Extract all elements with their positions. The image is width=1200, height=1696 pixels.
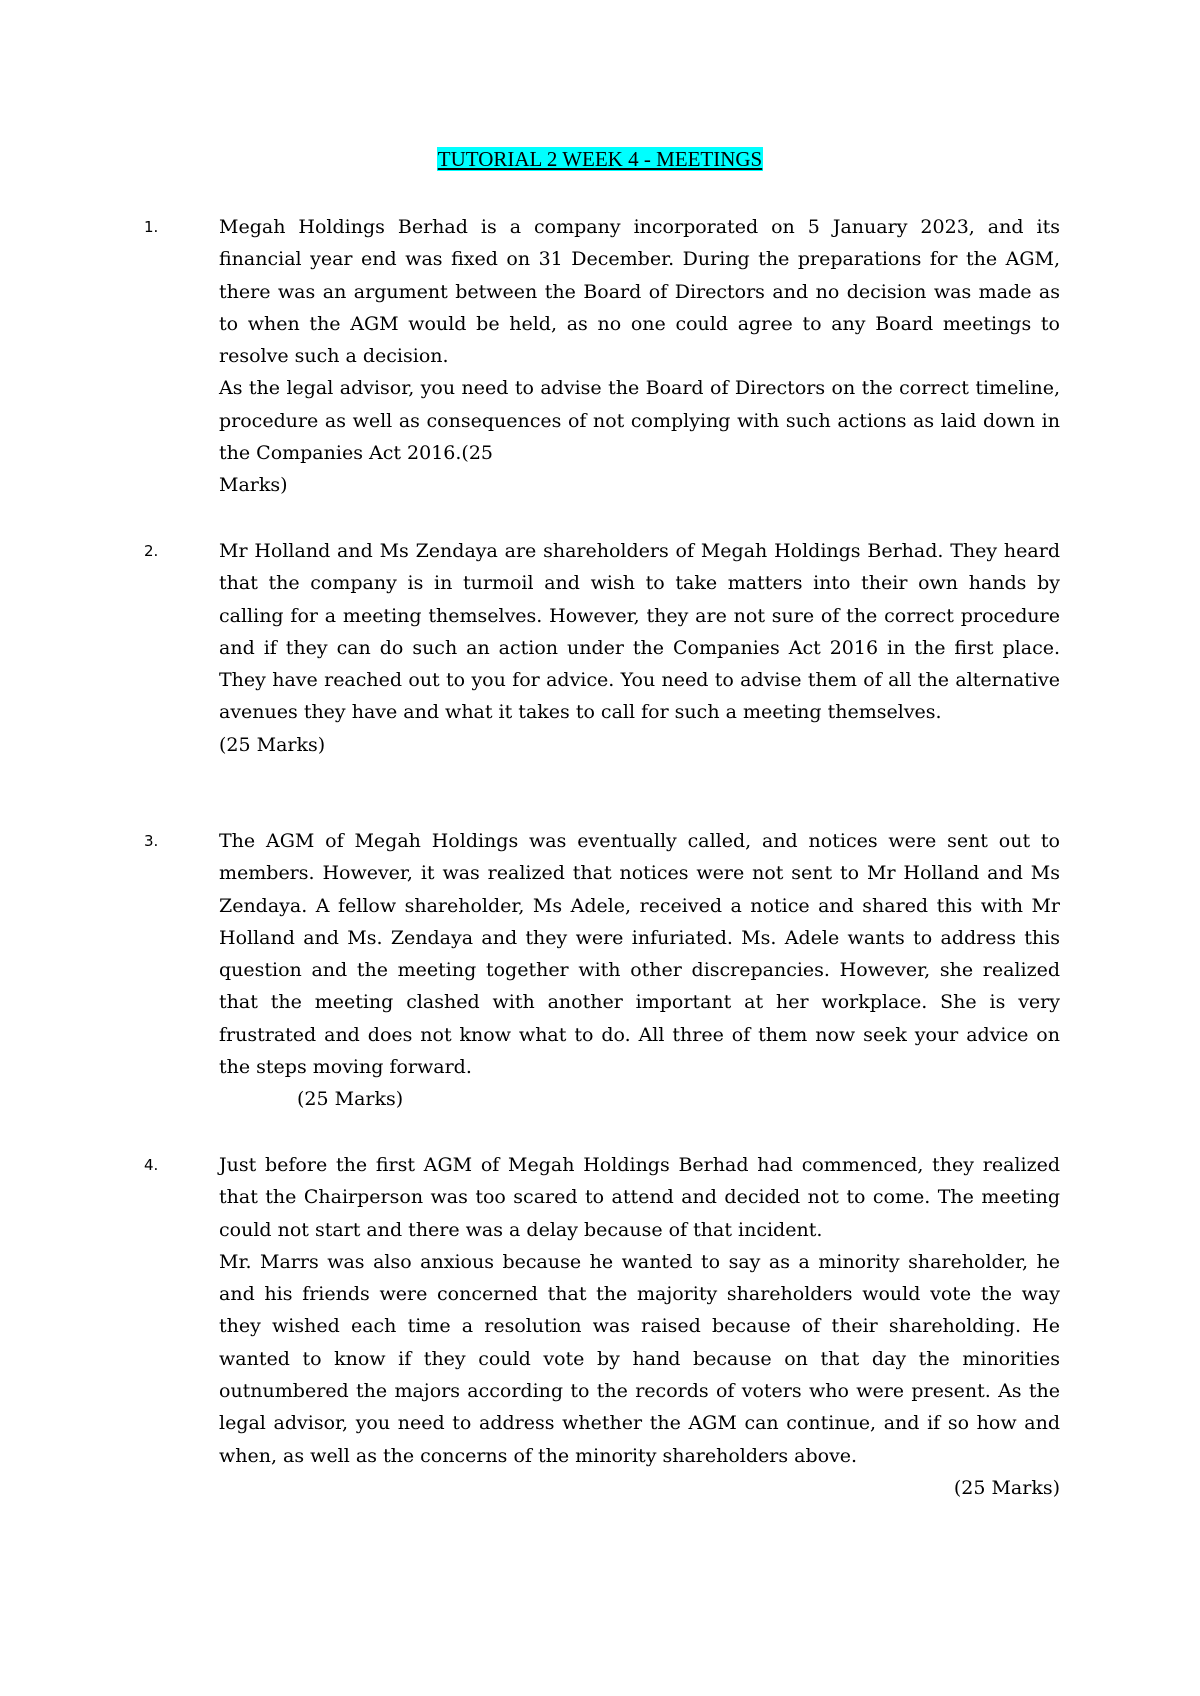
question-body [219,211,1060,502]
question-paragraph: Just before the first AGM of Megah Holdings Berhad had commenced, they realized that the Chairperson was too scared to attend and decided not to come. The meeting could not start and there was a delay because of that incident. [219,1154,1060,1241]
page-title: TUTORIAL 2 WEEK 4 - MEETINGS [437,147,763,171]
question-paragraph-text: As the legal advisor, you need to advise the Board of Directors on the correct timeline, procedure as well as consequences of not complying with such actions as laid down in the Companies Act 2016. [219,377,1060,465]
question-paragraph: Megah Holdings Berhad is a company incorporated on 5 January 2023, and its financial year end was fixed on 31 December. During the preparations for the AGM, there was an argument between the Board of Directors and no decision was made as to when the AGM would be held, as no one could agree to any Board meetings to resolve such a decision. [219,216,1060,368]
marks-label: (25 Marks) [953,1476,1060,1499]
marks-label-continued: Marks) [219,474,288,497]
question-body [219,535,1060,761]
marks-label: (25 Marks) [219,733,326,756]
question-number: 2. [144,542,159,560]
marks-label: (25 Marks) [297,1088,404,1111]
marks-label: (25 [461,442,494,465]
question-body [219,825,1060,1116]
question-paragraph: Mr. Marrs was also anxious because he wanted to say as a minority shareholder, he and his friends were concerned that the majority shareholders would vote the way they wished each time a resolution was raised because of their shareholding. He wanted to know if they could vote by hand because on that day the minorities outnumbered the majors according to the records of voters who were present. As the legal advisor, you need to address whether the AGM can continue, and if so how and when, as well as the concerns of the minority shareholders above. [219,1250,1060,1467]
question-number: 3. [144,832,159,850]
question-body [219,1149,1060,1504]
title-container [0,146,1200,172]
question-number: 1. [144,218,159,236]
question-paragraph: Mr Holland and Ms Zendaya are shareholders of Megah Holdings Berhad. They heard that the company is in turmoil and wish to take matters into their own hands by calling for a meeting themselves. However, they are not sure of the correct procedure and if they can do such an action under the Companies Act 2016 in the first place. They have reached out to you for advice. You need to advise them of all the alternative avenues they have and what it takes to call for such a meeting themselves. [219,540,1060,724]
question-paragraph [219,372,1060,469]
question-number: 4. [144,1156,159,1174]
question-paragraph: The AGM of Megah Holdings was eventually called, and notices were sent out to members. However, it was realized that notices were not sent to Mr Holland and Ms Zendaya. A fellow shareholder, Ms Adele, received a notice and shared this with Mr Holland and Ms. Zendaya and they were infuriated. Ms. Adele wants to address this question and the meeting together with other discrepancies. However, she realized that the meeting clashed with another important at her workplace. She is very frustrated and does not know what to do. All three of them now seek your advice on the steps moving forward. [219,830,1060,1079]
marks-line [219,1083,1060,1115]
